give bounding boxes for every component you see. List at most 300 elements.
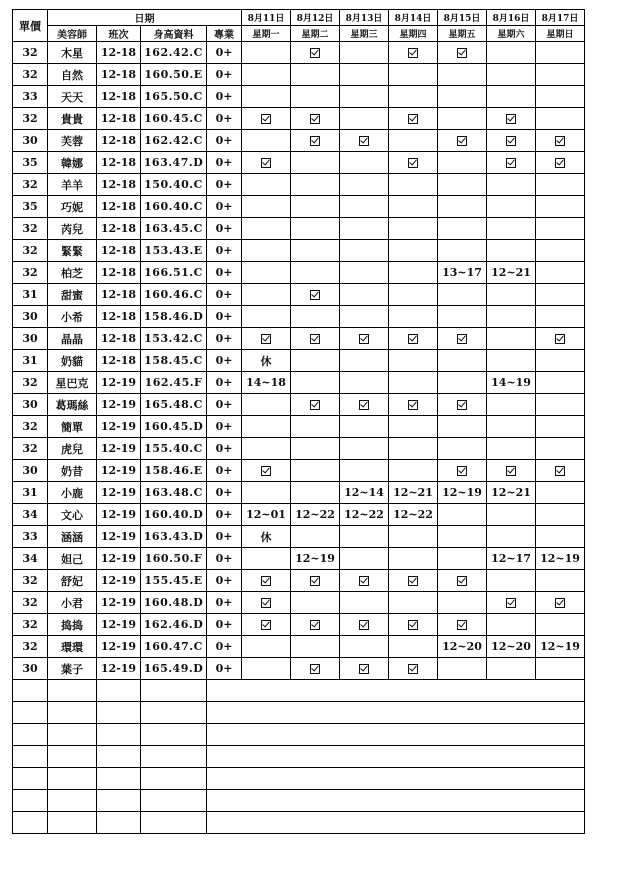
day-cell bbox=[242, 284, 291, 306]
checkbox-checked-icon bbox=[310, 290, 320, 300]
day-cell bbox=[536, 284, 585, 306]
day-cell bbox=[242, 416, 291, 438]
blank-row bbox=[13, 790, 585, 812]
day-cell bbox=[536, 64, 585, 86]
class-cell: 12-18 bbox=[97, 262, 141, 284]
checkbox-checked-icon bbox=[457, 136, 467, 146]
spec-cell: 0+ bbox=[207, 86, 242, 108]
class-header: 班次 bbox=[97, 26, 141, 42]
day-cell bbox=[389, 328, 438, 350]
day-cell: 14~19 bbox=[487, 372, 536, 394]
checkbox-checked-icon bbox=[506, 598, 516, 608]
checkbox-checked-icon bbox=[506, 114, 516, 124]
checkbox-checked-icon bbox=[506, 466, 516, 476]
day-cell bbox=[438, 592, 487, 614]
day-cell bbox=[536, 460, 585, 482]
day-cell bbox=[536, 262, 585, 284]
day-cell bbox=[242, 152, 291, 174]
day-cell bbox=[291, 306, 340, 328]
blank-cell bbox=[13, 768, 48, 790]
day-cell bbox=[389, 614, 438, 636]
measure-cell: 162.42.C bbox=[141, 42, 207, 64]
beautician-name-cell: 簡單 bbox=[48, 416, 97, 438]
day-cell bbox=[536, 350, 585, 372]
day-cell bbox=[242, 174, 291, 196]
table-row bbox=[13, 636, 585, 658]
day-cell bbox=[242, 218, 291, 240]
day-cell bbox=[340, 394, 389, 416]
day-cell bbox=[438, 152, 487, 174]
class-cell: 12-19 bbox=[97, 658, 141, 680]
spec-cell: 0+ bbox=[207, 636, 242, 658]
day-cell bbox=[438, 372, 487, 394]
beautician-name-cell: 木星 bbox=[48, 42, 97, 64]
day-cell bbox=[291, 592, 340, 614]
blank-cell bbox=[141, 680, 207, 702]
day-cell bbox=[242, 394, 291, 416]
checkbox-checked-icon bbox=[555, 598, 565, 608]
day-cell bbox=[438, 350, 487, 372]
day-cell bbox=[389, 86, 438, 108]
day-cell bbox=[340, 306, 389, 328]
day-cell bbox=[340, 152, 389, 174]
price-cell: 33 bbox=[13, 526, 48, 548]
price-cell: 32 bbox=[13, 416, 48, 438]
blank-cell bbox=[97, 790, 141, 812]
day-cell bbox=[291, 438, 340, 460]
day-cell bbox=[438, 570, 487, 592]
spec-cell: 0+ bbox=[207, 482, 242, 504]
blank-row bbox=[13, 812, 585, 834]
checkbox-checked-icon bbox=[457, 576, 467, 586]
day-cell: 12~01 bbox=[242, 504, 291, 526]
day-cell bbox=[536, 108, 585, 130]
day-cell bbox=[487, 196, 536, 218]
class-cell: 12-18 bbox=[97, 196, 141, 218]
class-cell: 12-18 bbox=[97, 64, 141, 86]
blank-row bbox=[13, 746, 585, 768]
day-cell bbox=[389, 658, 438, 680]
day-cell bbox=[291, 284, 340, 306]
checkbox-checked-icon bbox=[310, 620, 320, 630]
day-cell bbox=[291, 328, 340, 350]
day-cell bbox=[438, 108, 487, 130]
day-cell bbox=[340, 262, 389, 284]
price-cell: 31 bbox=[13, 284, 48, 306]
weekday-header-6: 星期日 bbox=[536, 26, 585, 42]
day-cell bbox=[438, 218, 487, 240]
checkbox-checked-icon bbox=[457, 400, 467, 410]
day-cell bbox=[487, 614, 536, 636]
day-cell bbox=[487, 130, 536, 152]
class-cell: 12-19 bbox=[97, 548, 141, 570]
price-cell: 32 bbox=[13, 240, 48, 262]
price-cell: 34 bbox=[13, 504, 48, 526]
day-cell bbox=[487, 42, 536, 64]
day-cell bbox=[340, 42, 389, 64]
header-row-1 bbox=[13, 10, 585, 26]
day-cell bbox=[242, 64, 291, 86]
day-cell bbox=[438, 504, 487, 526]
day-cell bbox=[487, 460, 536, 482]
beautician-name-cell: 羊羊 bbox=[48, 174, 97, 196]
day-cell: 12~20 bbox=[487, 636, 536, 658]
price-cell: 32 bbox=[13, 108, 48, 130]
day-cell bbox=[438, 240, 487, 262]
price-cell: 33 bbox=[13, 86, 48, 108]
day-cell bbox=[438, 196, 487, 218]
measure-cell: 158.46.D bbox=[141, 306, 207, 328]
day-cell bbox=[536, 658, 585, 680]
day-cell bbox=[438, 438, 487, 460]
checkbox-checked-icon bbox=[408, 114, 418, 124]
price-cell: 32 bbox=[13, 262, 48, 284]
blank-wide-cell bbox=[207, 724, 585, 746]
checkbox-checked-icon bbox=[310, 576, 320, 586]
checkbox-checked-icon bbox=[261, 114, 271, 124]
table-row bbox=[13, 614, 585, 636]
day-cell bbox=[536, 152, 585, 174]
day-cell bbox=[487, 64, 536, 86]
measure-cell: 160.50.F bbox=[141, 548, 207, 570]
checkbox-checked-icon bbox=[359, 334, 369, 344]
checkbox-checked-icon bbox=[359, 620, 369, 630]
blank-cell bbox=[141, 790, 207, 812]
spec-cell: 0+ bbox=[207, 108, 242, 130]
class-cell: 12-18 bbox=[97, 328, 141, 350]
class-cell: 12-19 bbox=[97, 570, 141, 592]
day-cell bbox=[487, 416, 536, 438]
checkbox-checked-icon bbox=[555, 158, 565, 168]
beautician-name-cell: 柏芝 bbox=[48, 262, 97, 284]
beautician-name-cell: 捣捣 bbox=[48, 614, 97, 636]
day-cell bbox=[340, 196, 389, 218]
day-cell bbox=[242, 658, 291, 680]
price-cell: 32 bbox=[13, 42, 48, 64]
day-cell bbox=[389, 306, 438, 328]
checkbox-checked-icon bbox=[359, 400, 369, 410]
day-cell bbox=[242, 482, 291, 504]
day-cell bbox=[242, 108, 291, 130]
day-cell bbox=[536, 394, 585, 416]
day-cell bbox=[291, 130, 340, 152]
day-cell bbox=[536, 526, 585, 548]
day-cell bbox=[536, 218, 585, 240]
spec-cell: 0+ bbox=[207, 284, 242, 306]
blank-row bbox=[13, 702, 585, 724]
blank-cell bbox=[13, 790, 48, 812]
table-row bbox=[13, 548, 585, 570]
beautician-name-cell: 芙蓉 bbox=[48, 130, 97, 152]
price-cell: 30 bbox=[13, 658, 48, 680]
day-cell bbox=[291, 240, 340, 262]
day-cell bbox=[291, 570, 340, 592]
date-header-0: 8月11日 bbox=[242, 10, 291, 26]
day-cell bbox=[291, 108, 340, 130]
day-cell: 12~19 bbox=[291, 548, 340, 570]
day-cell bbox=[340, 284, 389, 306]
price-cell: 30 bbox=[13, 460, 48, 482]
table-row bbox=[13, 592, 585, 614]
class-cell: 12-19 bbox=[97, 460, 141, 482]
blank-cell bbox=[13, 702, 48, 724]
price-cell: 31 bbox=[13, 350, 48, 372]
table-row bbox=[13, 284, 585, 306]
price-cell: 32 bbox=[13, 218, 48, 240]
spec-cell: 0+ bbox=[207, 548, 242, 570]
measure-cell: 163.45.C bbox=[141, 218, 207, 240]
day-cell bbox=[340, 86, 389, 108]
checkbox-checked-icon bbox=[310, 334, 320, 344]
checkbox-checked-icon bbox=[408, 664, 418, 674]
measure-cell: 165.48.C bbox=[141, 394, 207, 416]
class-cell: 12-19 bbox=[97, 372, 141, 394]
checkbox-checked-icon bbox=[359, 576, 369, 586]
class-cell: 12-19 bbox=[97, 504, 141, 526]
day-cell bbox=[291, 482, 340, 504]
day-cell bbox=[291, 526, 340, 548]
weekday-header-5: 星期六 bbox=[487, 26, 536, 42]
spec-cell: 0+ bbox=[207, 240, 242, 262]
blank-cell bbox=[141, 702, 207, 724]
weekday-header-4: 星期五 bbox=[438, 26, 487, 42]
measure-cell: 155.45.E bbox=[141, 570, 207, 592]
table-row bbox=[13, 504, 585, 526]
beautician-name-cell: 甜蜜 bbox=[48, 284, 97, 306]
day-cell bbox=[242, 130, 291, 152]
day-cell bbox=[291, 350, 340, 372]
checkbox-checked-icon bbox=[457, 466, 467, 476]
day-cell bbox=[340, 350, 389, 372]
day-cell bbox=[536, 614, 585, 636]
measure-cell: 160.40.D bbox=[141, 504, 207, 526]
spec-cell: 0+ bbox=[207, 350, 242, 372]
price-cell: 32 bbox=[13, 372, 48, 394]
day-cell bbox=[242, 262, 291, 284]
day-cell bbox=[389, 460, 438, 482]
spec-cell: 0+ bbox=[207, 526, 242, 548]
day-cell bbox=[438, 328, 487, 350]
date-header-3: 8月14日 bbox=[389, 10, 438, 26]
spec-cell: 0+ bbox=[207, 64, 242, 86]
blank-cell bbox=[48, 790, 97, 812]
day-cell bbox=[340, 416, 389, 438]
beautician-name-cell: 天天 bbox=[48, 86, 97, 108]
checkbox-checked-icon bbox=[261, 620, 271, 630]
day-cell bbox=[487, 350, 536, 372]
blank-cell bbox=[48, 680, 97, 702]
day-cell: 14~18 bbox=[242, 372, 291, 394]
checkbox-checked-icon bbox=[457, 620, 467, 630]
blank-row bbox=[13, 724, 585, 746]
day-cell bbox=[340, 240, 389, 262]
class-cell: 12-18 bbox=[97, 42, 141, 64]
day-cell bbox=[487, 438, 536, 460]
day-cell bbox=[242, 328, 291, 350]
measure-cell: 165.49.D bbox=[141, 658, 207, 680]
spec-header: 專業 bbox=[207, 26, 242, 42]
table-row bbox=[13, 328, 585, 350]
day-cell: 12~19 bbox=[536, 548, 585, 570]
day-cell bbox=[291, 658, 340, 680]
measure-cell: 162.46.D bbox=[141, 614, 207, 636]
day-cell bbox=[438, 42, 487, 64]
class-cell: 12-18 bbox=[97, 174, 141, 196]
spec-cell: 0+ bbox=[207, 152, 242, 174]
checkbox-checked-icon bbox=[457, 334, 467, 344]
class-cell: 12-19 bbox=[97, 438, 141, 460]
day-cell bbox=[389, 438, 438, 460]
day-cell bbox=[487, 174, 536, 196]
day-cell: 12~17 bbox=[487, 548, 536, 570]
checkbox-checked-icon bbox=[261, 466, 271, 476]
measure-cell: 160.45.C bbox=[141, 108, 207, 130]
day-cell: 12~21 bbox=[389, 482, 438, 504]
table-row bbox=[13, 174, 585, 196]
spec-cell: 0+ bbox=[207, 460, 242, 482]
day-cell: 13~17 bbox=[438, 262, 487, 284]
spec-cell: 0+ bbox=[207, 570, 242, 592]
table-row bbox=[13, 372, 585, 394]
table-row bbox=[13, 658, 585, 680]
class-cell: 12-18 bbox=[97, 284, 141, 306]
blank-row bbox=[13, 768, 585, 790]
day-cell bbox=[536, 328, 585, 350]
measure-cell: 160.48.D bbox=[141, 592, 207, 614]
day-cell bbox=[438, 658, 487, 680]
day-cell bbox=[340, 548, 389, 570]
day-cell bbox=[389, 592, 438, 614]
checkbox-checked-icon bbox=[310, 114, 320, 124]
price-cell: 32 bbox=[13, 438, 48, 460]
beautician-name-cell: 自然 bbox=[48, 64, 97, 86]
day-cell bbox=[291, 86, 340, 108]
blank-cell bbox=[48, 746, 97, 768]
day-cell bbox=[340, 658, 389, 680]
day-cell: 12~21 bbox=[487, 262, 536, 284]
day-cell bbox=[438, 174, 487, 196]
day-cell: 12~14 bbox=[340, 482, 389, 504]
class-cell: 12-19 bbox=[97, 636, 141, 658]
day-cell bbox=[389, 372, 438, 394]
day-cell bbox=[487, 570, 536, 592]
blank-cell bbox=[13, 812, 48, 834]
day-cell bbox=[291, 64, 340, 86]
measure-cell: 153.42.C bbox=[141, 328, 207, 350]
table-row bbox=[13, 306, 585, 328]
weekday-header-3: 星期四 bbox=[389, 26, 438, 42]
measure-cell: 160.46.C bbox=[141, 284, 207, 306]
day-cell bbox=[242, 570, 291, 592]
beautician-name-cell: 緊緊 bbox=[48, 240, 97, 262]
checkbox-checked-icon bbox=[408, 334, 418, 344]
checkbox-checked-icon bbox=[408, 620, 418, 630]
day-cell bbox=[340, 570, 389, 592]
day-cell bbox=[438, 526, 487, 548]
date-header-5: 8月16日 bbox=[487, 10, 536, 26]
day-cell bbox=[438, 130, 487, 152]
day-cell bbox=[291, 614, 340, 636]
price-cell: 35 bbox=[13, 196, 48, 218]
measure-cell: 163.43.D bbox=[141, 526, 207, 548]
day-cell bbox=[242, 592, 291, 614]
day-cell: 12~22 bbox=[291, 504, 340, 526]
price-cell: 35 bbox=[13, 152, 48, 174]
measure-cell: 155.40.C bbox=[141, 438, 207, 460]
checkbox-checked-icon bbox=[457, 48, 467, 58]
checkbox-checked-icon bbox=[408, 576, 418, 586]
table-row bbox=[13, 460, 585, 482]
day-cell bbox=[487, 306, 536, 328]
table-row bbox=[13, 218, 585, 240]
price-cell: 32 bbox=[13, 614, 48, 636]
day-cell: 12~22 bbox=[389, 504, 438, 526]
day-cell bbox=[438, 394, 487, 416]
class-cell: 12-18 bbox=[97, 86, 141, 108]
spec-cell: 0+ bbox=[207, 262, 242, 284]
day-cell bbox=[340, 328, 389, 350]
beautician-name-cell: 涵涵 bbox=[48, 526, 97, 548]
class-cell: 12-19 bbox=[97, 416, 141, 438]
day-cell bbox=[389, 284, 438, 306]
day-cell bbox=[487, 526, 536, 548]
day-cell bbox=[389, 64, 438, 86]
price-cell: 32 bbox=[13, 636, 48, 658]
day-cell bbox=[291, 196, 340, 218]
beautician-name-cell: 葉子 bbox=[48, 658, 97, 680]
measure-cell: 160.40.C bbox=[141, 196, 207, 218]
date-header-2: 8月13日 bbox=[340, 10, 389, 26]
day-cell bbox=[438, 460, 487, 482]
beautician-name-cell: 虎兒 bbox=[48, 438, 97, 460]
beautician-name-cell: 妲己 bbox=[48, 548, 97, 570]
table-row bbox=[13, 86, 585, 108]
measure-cell: 162.45.F bbox=[141, 372, 207, 394]
spec-cell: 0+ bbox=[207, 394, 242, 416]
day-cell bbox=[291, 372, 340, 394]
price-cell: 32 bbox=[13, 64, 48, 86]
checkbox-checked-icon bbox=[555, 334, 565, 344]
measure-cell: 163.48.C bbox=[141, 482, 207, 504]
blank-cell bbox=[97, 746, 141, 768]
day-cell bbox=[389, 262, 438, 284]
day-cell bbox=[340, 526, 389, 548]
blank-row bbox=[13, 680, 585, 702]
checkbox-checked-icon bbox=[261, 158, 271, 168]
day-cell: 休 bbox=[242, 350, 291, 372]
day-cell bbox=[389, 548, 438, 570]
table-row bbox=[13, 416, 585, 438]
table-row bbox=[13, 526, 585, 548]
day-cell: 12~19 bbox=[438, 482, 487, 504]
table-row bbox=[13, 350, 585, 372]
spec-cell: 0+ bbox=[207, 328, 242, 350]
checkbox-checked-icon bbox=[555, 136, 565, 146]
day-cell bbox=[487, 152, 536, 174]
day-cell bbox=[242, 636, 291, 658]
measure-cell: 162.42.C bbox=[141, 130, 207, 152]
day-cell bbox=[438, 306, 487, 328]
spec-cell: 0+ bbox=[207, 42, 242, 64]
blank-cell bbox=[97, 724, 141, 746]
blank-wide-cell bbox=[207, 790, 585, 812]
day-cell bbox=[536, 504, 585, 526]
day-cell bbox=[536, 196, 585, 218]
checkbox-checked-icon bbox=[506, 136, 516, 146]
day-cell bbox=[389, 394, 438, 416]
class-cell: 12-18 bbox=[97, 218, 141, 240]
beautician-name-cell: 文心 bbox=[48, 504, 97, 526]
